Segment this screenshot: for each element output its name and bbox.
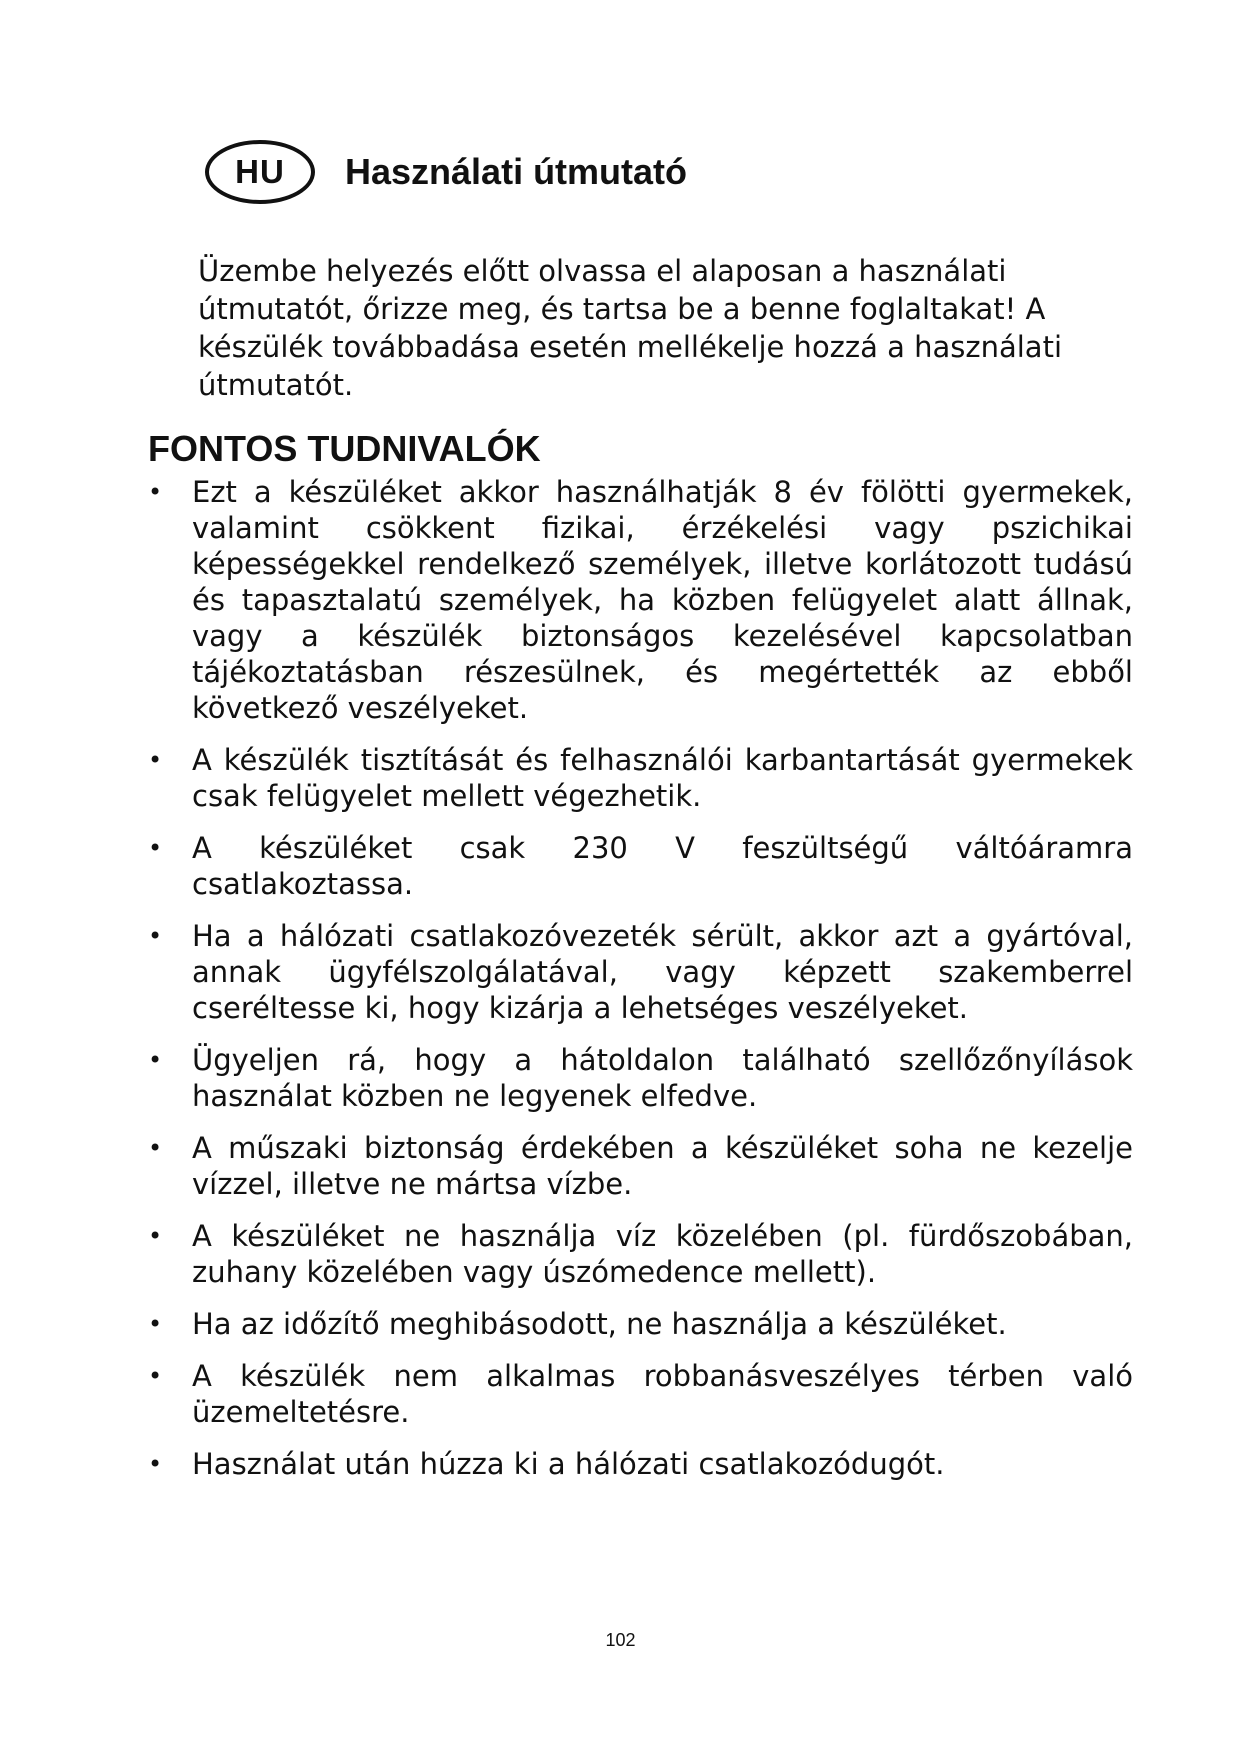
list-item-text: Ezt a készüléket akkor használhatják 8 év fölötti gyermekek, valamint csökkent fizikai, érzékelési vagy pszichikai képességekkel rendelkező személyek, illetve korlátozott tudású és tapasztalatú személyek, ha közben felügyelet alatt állnak, vagy a készülék biztonságos kezelésével kapcsolatban tájékoztatásban részesülnek, és megértették az ebből következő veszélyeket. [192, 475, 1133, 725]
list-item-text: A készüléket ne használja víz közelében (pl. fürdőszobában, zuhany közelében vagy úszómedence mellett). [192, 1219, 1133, 1289]
list-item-text: Ügyeljen rá, hogy a hátoldalon található szellőzőnyílások használat közben ne legyenek elfedve. [192, 1043, 1133, 1113]
bullet-icon: • [148, 1450, 163, 1478]
list-item-text: Ha az időzítő meghibásodott, ne használja a készüléket. [192, 1307, 1007, 1341]
list-item [148, 918, 1133, 1026]
bullet-icon: • [148, 478, 163, 506]
list-item-text: Használat után húzza ki a hálózati csatlakozódugót. [192, 1447, 945, 1481]
list-item [148, 1358, 1133, 1430]
list-item-text: A készülék nem alkalmas robbanásveszélyes térben való üzemeltetésre. [192, 1359, 1133, 1429]
bullet-icon: • [148, 746, 163, 774]
document-title: Használati útmutató [345, 151, 688, 192]
page-header [205, 132, 687, 212]
safety-list [148, 474, 1133, 1498]
intro-paragraph: Üzembe helyezés előtt olvassa el alaposan a használati útmutatót, őrizze meg, és tartsa be a benne foglaltakat! A készülék továbbadása esetén mellékelje hozzá a használati útmutatót. [198, 254, 1062, 402]
bullet-icon: • [148, 834, 163, 862]
bullet-icon: • [148, 1046, 163, 1074]
bullet-icon: • [148, 1362, 163, 1390]
bullet-icon: • [148, 1310, 163, 1338]
list-item [148, 474, 1133, 726]
bullet-icon: • [148, 922, 163, 950]
list-item-text: Ha a hálózati csatlakozóvezeték sérült, akkor azt a gyártóval, annak ügyfélszolgálatával, vagy képzett szakemberrel cseréltesse ki, hogy kizárja a lehetséges veszélyeket. [192, 919, 1133, 1025]
list-item [148, 1042, 1133, 1114]
list-item [148, 1446, 1133, 1482]
language-badge: HU [205, 140, 315, 204]
list-item [148, 742, 1133, 814]
list-item [148, 1130, 1133, 1202]
list-item [148, 1218, 1133, 1290]
bullet-icon: • [148, 1134, 163, 1162]
list-item [148, 830, 1133, 902]
list-item-text: A műszaki biztonság érdekében a készüléket soha ne kezelje vízzel, illetve ne mártsa vízbe. [192, 1131, 1133, 1201]
bullet-icon: • [148, 1222, 163, 1250]
list-item [148, 1306, 1133, 1342]
list-item-text: A készüléket csak 230 V feszültségű váltóáramra csatlakoztassa. [192, 831, 1133, 901]
section-heading: FONTOS TUDNIVALÓK [148, 428, 541, 469]
list-item-text: A készülék tisztítását és felhasználói karbantartását gyermekek csak felügyelet mellett végezhetik. [192, 743, 1133, 813]
page-number: 102 [605, 1630, 636, 1650]
